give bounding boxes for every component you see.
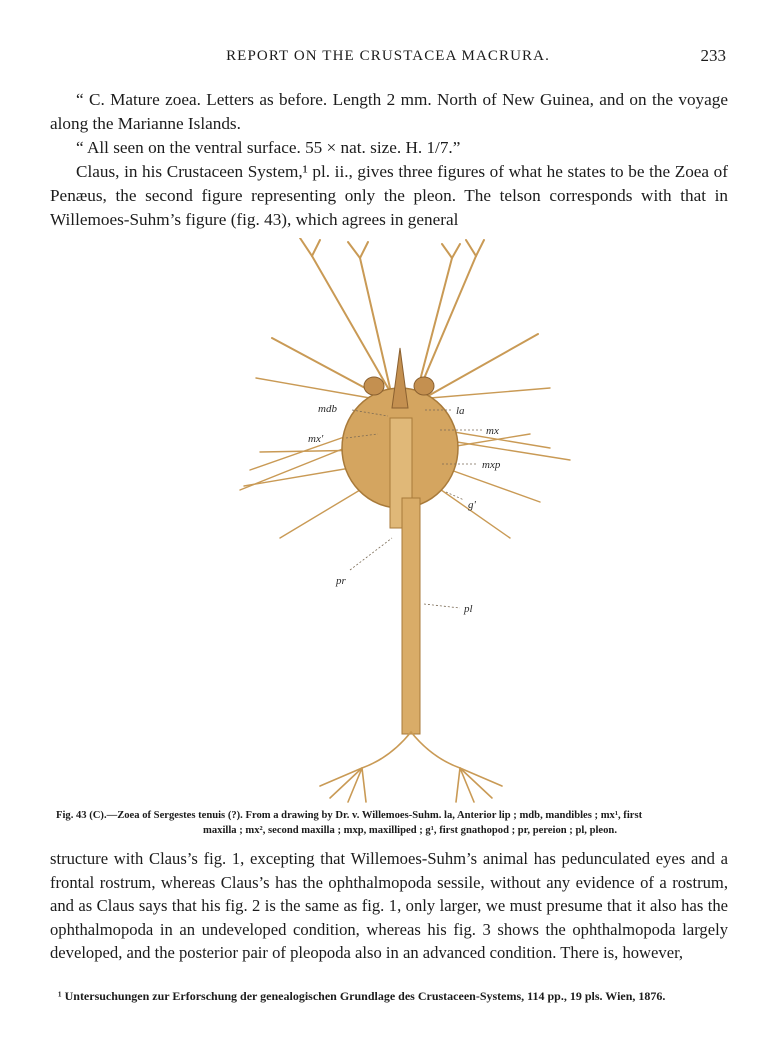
caption-line-2: maxilla ; mx², second maxilla ; mxp, maxilliped ; g¹, first gnathopod ; pr, pereion ; pl, pleon. bbox=[203, 825, 617, 836]
right-eye bbox=[414, 377, 434, 395]
paragraph-claus: Claus, in his Crustaceen System,¹ pl. ii., gives three figures of what he states to be the Zoea of Penæus, the second figure representing only the pleon. The telson corresponds with that in Willemoes-Suhm’s figure (fig. 43), which agrees in general bbox=[50, 162, 728, 229]
footnote: ¹ Untersuchungen zur Erforschung der genealogischen Grundlage des Crustaceen-Systems, 114 pp., 19 pls. Wien, 1876. bbox=[58, 989, 666, 1003]
label-pl: pl bbox=[464, 603, 473, 615]
label-mx: mx bbox=[486, 425, 499, 437]
body-text-top bbox=[50, 88, 728, 232]
label-g1: g' bbox=[468, 499, 476, 511]
paragraph-continued: structure with Claus’s fig. 1, excepting that Willemoes-Suhm’s animal has pedunculated eyes and a frontal rostrum, whereas Claus’s has the ophthalmopoda sessile, without any evidence of a rostrum, and as Claus says that his fig. 2 is the same as fig. 1, only larger, we must presume that it also has the ophthalmopoda in an undeveloped condition, whereas his fig. 3 shows the ophthalmopoda largely developed, and the posterior pair of pleopoda also in an advanced condition. There is, however, bbox=[50, 849, 728, 963]
paragraph-quote-2: “ All seen on the ventral surface. 55 × nat. size. H. 1/7.” bbox=[76, 138, 461, 157]
figure-caption bbox=[56, 808, 724, 838]
antennae-spines bbox=[272, 238, 538, 396]
label-pr: pr bbox=[336, 575, 346, 587]
label-mxp: mxp bbox=[482, 459, 501, 471]
label-mx1: mx' bbox=[308, 433, 324, 445]
paragraph-quote-1: “ C. Mature zoea. Letters as before. Length 2 mm. North of New Guinea, and on the voyage along the Marianne Islands. bbox=[50, 90, 728, 133]
left-eye bbox=[364, 377, 384, 395]
figure-zoea bbox=[220, 238, 580, 804]
telson bbox=[320, 732, 502, 802]
pleon bbox=[402, 498, 420, 734]
label-mdb: mdb bbox=[318, 403, 337, 415]
rostrum bbox=[392, 348, 408, 408]
body-text-bottom bbox=[50, 847, 728, 965]
caption-line-1: Fig. 43 (C).—Zoea of Sergestes tenuis (?). From a drawing by Dr. v. Willemoes-Suhm. la, Anterior lip ; mdb, mandibles ; mx¹, first bbox=[56, 810, 643, 821]
page-number: 233 bbox=[700, 46, 726, 65]
running-title: REPORT ON THE CRUSTACEA MACRURA. bbox=[226, 48, 550, 64]
label-la: la bbox=[456, 405, 465, 417]
zoea-illustration bbox=[220, 238, 580, 804]
running-head bbox=[50, 46, 726, 70]
